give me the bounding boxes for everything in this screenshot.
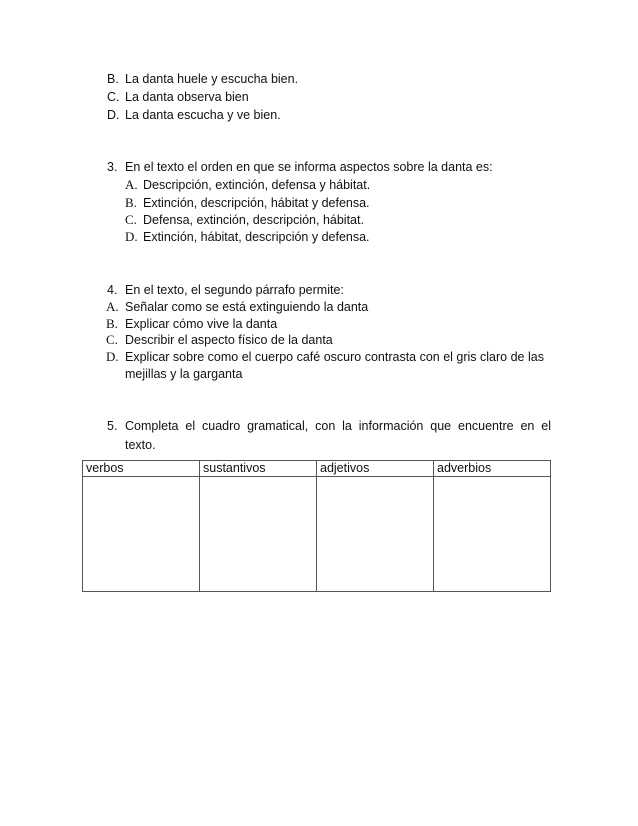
option-letter: A. xyxy=(106,299,119,314)
option-text: La danta escucha y ve bien. xyxy=(125,108,281,122)
option-text: La danta observa bien xyxy=(125,90,249,104)
option-text: Defensa, extinción, descripción, hábitat. xyxy=(143,213,364,227)
question-text: En el texto, el segundo párrafo permite: xyxy=(125,283,344,297)
option-text: Extinción, descripción, hábitat y defensa. xyxy=(143,196,370,210)
option-letter: B. xyxy=(125,195,137,210)
option-letter: C. xyxy=(106,332,118,347)
option-letter: D. xyxy=(125,229,138,244)
option-text: Explicar sobre como el cuerpo café oscuro contrasta con el gris claro de las xyxy=(125,350,544,364)
question-5-text-line1: Completa el cuadro gramatical, con la información que encuentre en el xyxy=(125,419,551,433)
option-letter: C. xyxy=(125,212,137,227)
cell-adjetivos-answer[interactable] xyxy=(317,477,434,592)
grammar-table xyxy=(82,460,551,592)
option-text: La danta huele y escucha bien. xyxy=(125,72,299,86)
table-header-row xyxy=(83,461,551,477)
header-verbos: verbos xyxy=(83,461,200,477)
question-number: 4. xyxy=(107,283,118,297)
cell-sustantivos-answer[interactable] xyxy=(200,477,317,592)
question-text: En el texto el orden en que se informa aspectos sobre la danta es: xyxy=(125,160,493,174)
option-letter: D. xyxy=(107,108,120,122)
cell-adverbios-answer[interactable] xyxy=(434,477,551,592)
option-letter: B. xyxy=(106,316,118,331)
header-adverbios: adverbios xyxy=(434,461,551,477)
question-5-text-line2: texto. xyxy=(125,438,156,452)
option-text: Señalar como se está extinguiendo la danta xyxy=(125,300,369,314)
question-number: 3. xyxy=(107,160,118,174)
option-text-continuation: mejillas y la garganta xyxy=(125,367,243,381)
option-letter: B. xyxy=(107,72,119,86)
table-row xyxy=(83,477,551,592)
option-text: Explicar cómo vive la danta xyxy=(125,317,278,331)
header-adjetivos: adjetivos xyxy=(317,461,434,477)
option-letter: D. xyxy=(106,349,119,364)
question-number: 5. xyxy=(107,419,118,433)
cell-verbos-answer[interactable] xyxy=(83,477,200,592)
option-text: Extinción, hábitat, descripción y defensa. xyxy=(143,230,370,244)
option-text: Describir el aspecto físico de la danta xyxy=(125,333,333,347)
option-letter: A. xyxy=(125,177,138,192)
option-text: Descripción, extinción, defensa y hábitat. xyxy=(143,178,371,192)
option-letter: C. xyxy=(107,90,120,104)
header-sustantivos: sustantivos xyxy=(200,461,317,477)
